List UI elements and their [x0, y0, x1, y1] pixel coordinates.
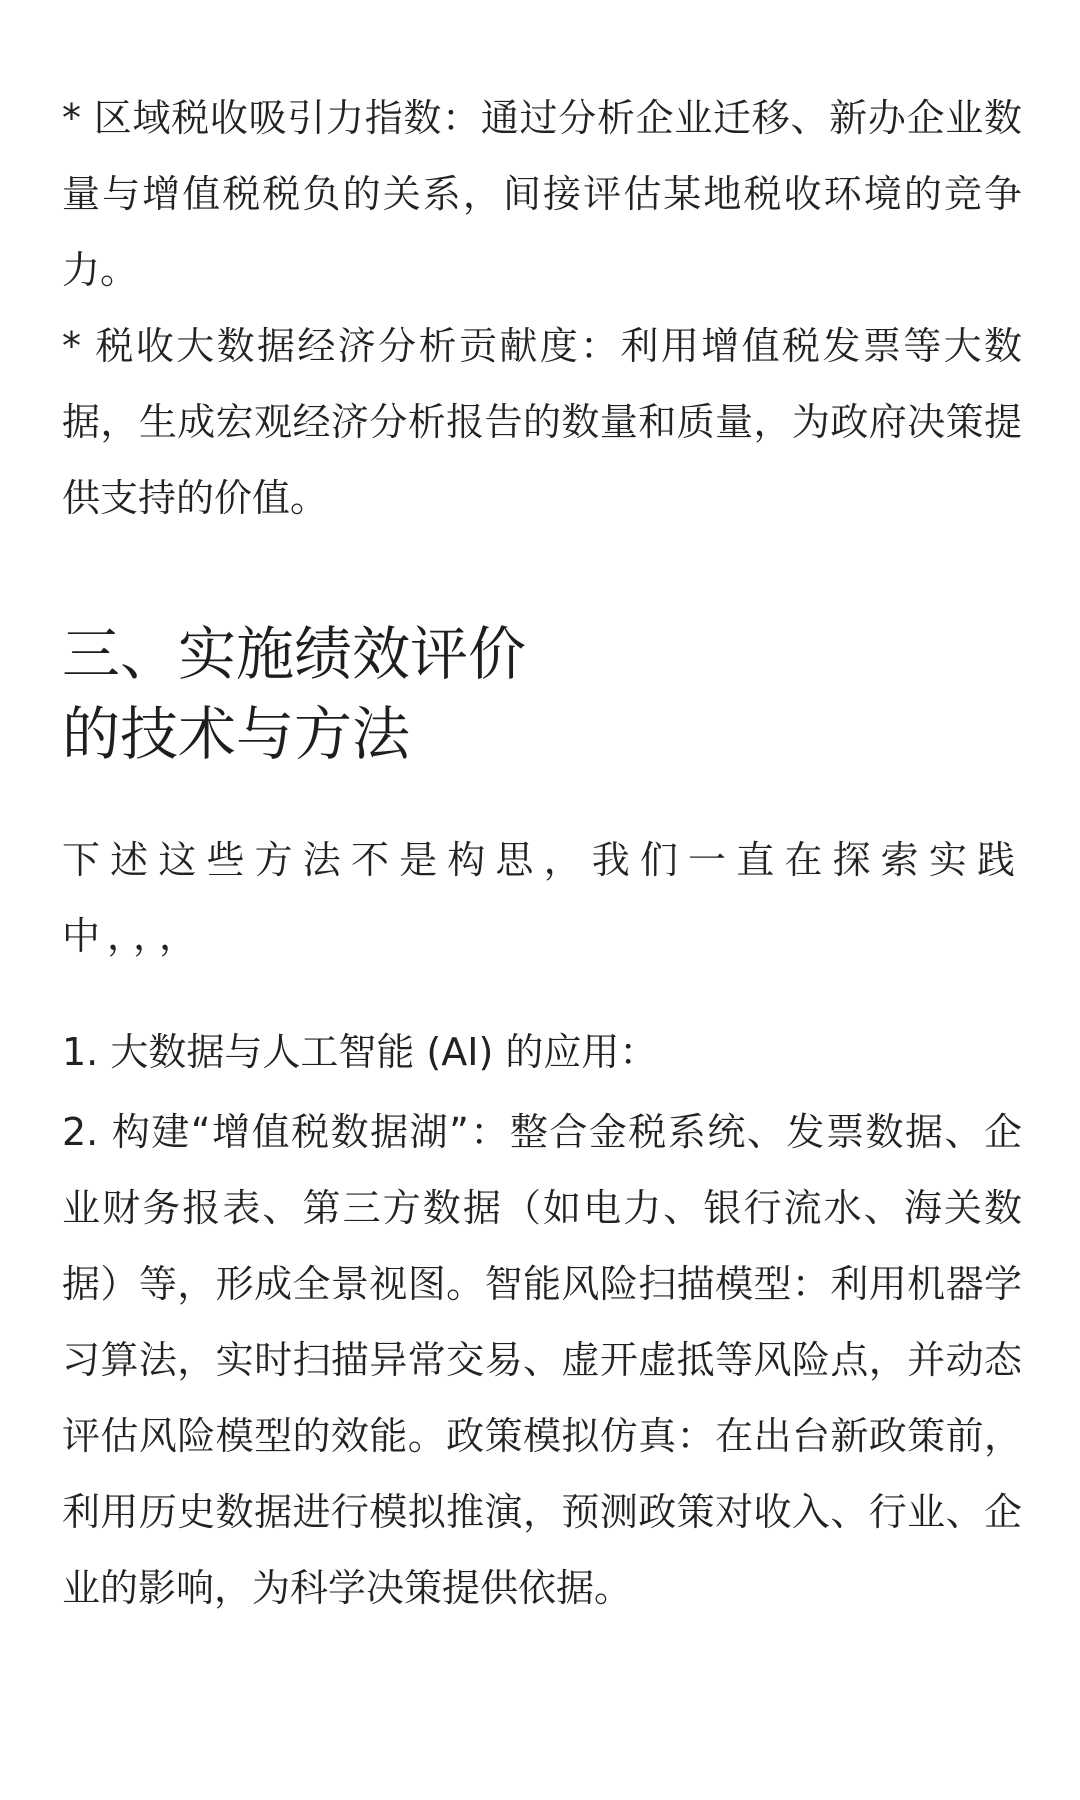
section-heading [62, 614, 1022, 774]
article-body [62, 0, 1022, 1626]
list-item-ai-application: 1. 大数据与人工智能 (AI) 的应用： [62, 1030, 658, 1074]
section-heading-line-2: 的技术与方法 [62, 700, 411, 768]
section-heading-line-1: 三、实施绩效评价 [62, 620, 527, 688]
bullet-tax-big-data-contribution: * 税收大数据经济分析贡献度：利用增值税发票等大数据，生成宏观经济分析报告的数量和质量，为政府决策提供支持的价值。 [62, 324, 1022, 520]
intro-paragraph: 下述这些方法不是构思，我们一直在探索实践中，，， [62, 838, 1022, 958]
bullet-regional-tax-attractiveness: * 区域税收吸引力指数：通过分析企业迁移、新办企业数量与增值税税负的关系，间接评估某地税收环境的竞争力。 [62, 96, 1022, 292]
list-item-vat-data-lake: 2. 构建“增值税数据湖”：整合金税系统、发票数据、企业财务报表、第三方数据（如电力、银行流水、海关数据）等，形成全景视图。智能风险扫描模型：利用机器学习算法，实时扫描异常交易、虚开虚抵等风险点，并动态评估风险模型的效能。政策模拟仿真：在出台新政策前，利用历史数据进行模拟推演，预测政策对收入、行业、企业的影响，为科学决策提供依据。 [62, 1110, 1022, 1610]
